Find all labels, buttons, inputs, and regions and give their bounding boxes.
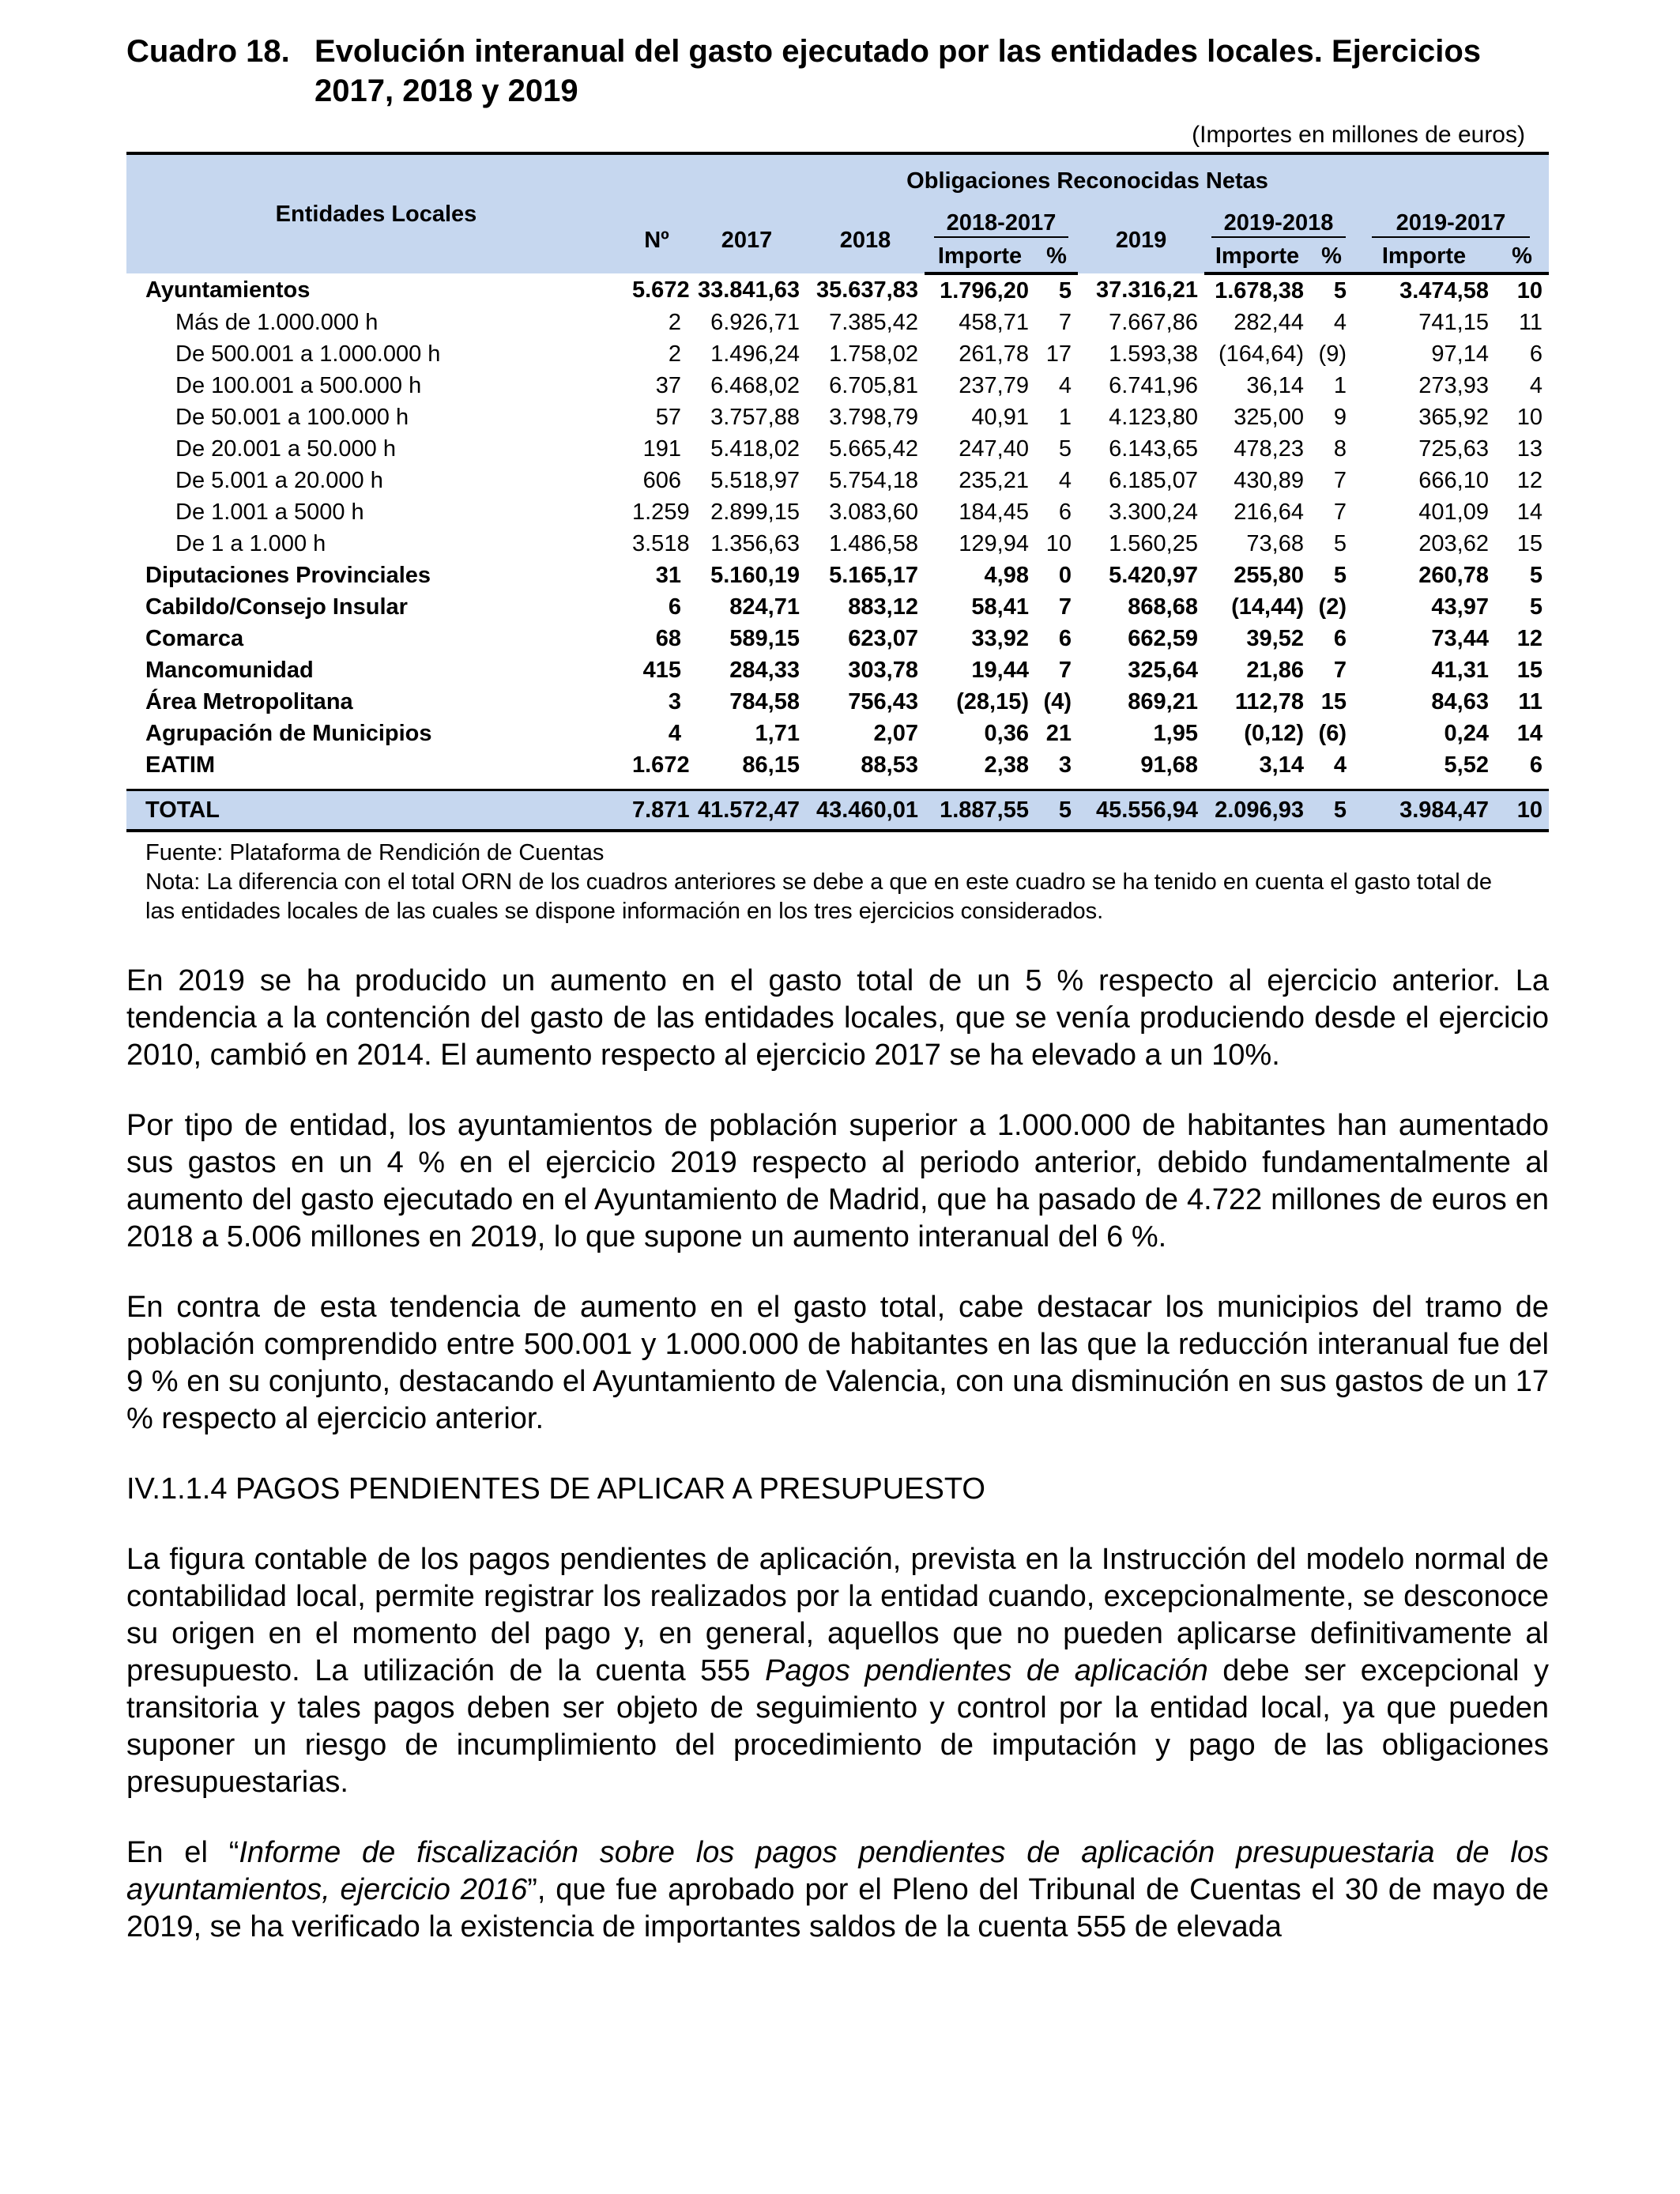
cell-i3: 365,92: [1418, 404, 1489, 430]
cell-b: 7.385,42: [829, 309, 918, 335]
cell-p1: 17: [1045, 341, 1072, 367]
cell-i1: 458,71: [959, 309, 1029, 335]
cell-n: 3: [668, 688, 681, 714]
cell-p3: 15: [1516, 657, 1543, 683]
cell-a: 284,33: [729, 657, 800, 683]
cell-i1: 2,38: [984, 752, 1029, 778]
cell-i1: 235,21: [959, 467, 1029, 493]
cell-i3: 43,97: [1431, 594, 1489, 620]
cell-i2: 282,44: [1234, 309, 1304, 335]
cell-p2: 15: [1320, 688, 1347, 714]
cell-i1: 0,36: [984, 720, 1029, 746]
cell-a: 1,71: [755, 720, 800, 746]
cell-a: 784,58: [729, 688, 800, 714]
cell-b: 303,78: [848, 657, 918, 683]
cell-i1: 1.796,20: [940, 277, 1029, 303]
cell-c: 325,64: [1128, 657, 1198, 683]
cell-b: 1.486,58: [829, 530, 918, 556]
cell-i2: 36,14: [1246, 372, 1304, 398]
cell-p3: 10: [1516, 404, 1543, 430]
cell-n: 4: [668, 720, 681, 746]
cell-n: 415: [642, 657, 681, 683]
cell-b: 35.637,83: [816, 277, 918, 303]
header-importe-3: Importe: [1353, 240, 1495, 273]
table-row: [126, 528, 1549, 560]
table-row: [126, 591, 1549, 623]
table-row: [126, 560, 1549, 591]
cell-i2: (0,12): [1244, 720, 1304, 746]
row-entity-name: Diputaciones Provinciales: [145, 562, 431, 588]
header-importe-2: Importe: [1204, 240, 1310, 273]
cell-c: 3.300,24: [1109, 499, 1198, 525]
cell-p3: 11: [1518, 309, 1543, 335]
cell-b: 623,07: [848, 625, 918, 651]
cell-p2: 4: [1333, 752, 1347, 778]
paragraph-5: En el “Informe de fiscalización sobre los pagos pendientes de aplicación presupuestaria de los ayuntamientos, ejercicio 2016”, que fue aprobado por el Pleno del Tribunal de Cuentas el 30 de mayo de 2019, se ha verificado la existencia de importantes saldos de la cuenta 555 de elevada: [126, 1836, 1550, 1943]
caption-number: Cuadro 18.: [126, 34, 290, 69]
row-entity-name: TOTAL: [126, 790, 626, 831]
source-note: Fuente: Plataforma de Rendición de Cuentas: [145, 840, 605, 865]
cell-i2: 430,89: [1234, 467, 1304, 493]
cell-i2: 325,00: [1234, 404, 1304, 430]
cell-p2: 5: [1333, 562, 1347, 588]
table-notes: [126, 839, 1549, 926]
cell-i2: 73,68: [1246, 530, 1304, 556]
cell-a: 6.926,71: [710, 309, 800, 335]
cell-p1: 5: [1058, 277, 1072, 303]
cell-i3: 3.474,58: [1399, 277, 1489, 303]
cell-n: 3.518: [632, 530, 690, 556]
cell-a: 1.356,63: [710, 530, 800, 556]
cell-p1: 7: [1058, 309, 1072, 335]
cell-p2: 5: [1333, 530, 1347, 556]
cell-p2: 9: [1333, 404, 1347, 430]
cell-i1: 247,40: [959, 435, 1029, 462]
cell-a: 1.496,24: [710, 341, 800, 367]
cell-b: 6.705,81: [829, 372, 918, 398]
cell-p3: 14: [1516, 499, 1543, 525]
cell-i3: 0,24: [1444, 720, 1489, 746]
row-entity-name: Cabildo/Consejo Insular: [145, 594, 408, 620]
cell-a: 6.468,02: [710, 372, 800, 398]
header-2018: 2018: [806, 207, 925, 273]
table-row: [126, 790, 1549, 831]
cell-p1: 3: [1058, 752, 1072, 778]
header-importe-1: Importe: [925, 240, 1035, 273]
cell-c: 1,95: [1153, 720, 1198, 746]
cell-b: 3.083,60: [829, 499, 918, 525]
cell-i2: (164,64): [1218, 341, 1304, 367]
cell-b: 1.758,02: [829, 341, 918, 367]
cell-p2: 1: [1333, 372, 1347, 398]
cell-n: 1.259: [632, 499, 690, 525]
cell-i2: 1.678,38: [1215, 277, 1304, 303]
cell-p1: 6: [1058, 499, 1072, 525]
header-orn: Obligaciones Reconocidas Netas: [626, 153, 1549, 207]
row-entity-name: Comarca: [145, 625, 244, 651]
cell-i3: 5,52: [1444, 752, 1489, 778]
row-entity-name: EATIM: [145, 752, 216, 778]
cell-a: 2.899,15: [710, 499, 800, 525]
cell-i1: (28,15): [956, 688, 1029, 714]
cell-a: 824,71: [729, 594, 800, 620]
cell-n: 1.672: [632, 752, 690, 778]
header-2019-2017: 2019-2017: [1372, 210, 1530, 238]
cell-b: 5.665,42: [829, 435, 918, 462]
cell-c: 5.420,97: [1109, 562, 1198, 588]
table-caption: [126, 32, 1549, 111]
cell-i1: 1.887,55: [925, 790, 1035, 831]
cell-i1: 237,79: [959, 372, 1029, 398]
cell-a: 3.757,88: [710, 404, 800, 430]
cell-p2: 7: [1333, 467, 1347, 493]
cell-p2: (6): [1318, 720, 1347, 746]
row-entity-name: De 5.001 a 20.000 h: [175, 467, 383, 493]
table-row: [126, 749, 1549, 781]
cell-p1: (4): [1043, 688, 1072, 714]
cell-p1: 5: [1035, 790, 1078, 831]
cell-i3: 3.984,47: [1353, 790, 1495, 831]
row-entity-name: De 1.001 a 5000 h: [175, 499, 364, 525]
table-row: [126, 401, 1549, 433]
paragraph-4: La figura contable de los pagos pendientes de aplicación, prevista en la Instrucción del modelo normal de contabilidad local, permite registrar los realizados por la entidad cuando, excepcionalmente, se desconoce su origen en el momento del pago y, en general, aquellos que no pueden aplicarse definitivamente al presupuesto. La utilización de la cuenta 555 Pagos pendientes de aplicación debe ser excepcional y transitoria y tales pagos deben ser objeto de seguimiento y control por la entidad local, ya que pueden suponer un riesgo de incumplimiento del procedimiento de imputación y pago de las obligaciones presupuestarias.: [126, 1543, 1550, 1799]
cell-i3: 741,15: [1418, 309, 1489, 335]
cell-c: 869,21: [1128, 688, 1198, 714]
cell-p1: 21: [1045, 720, 1072, 746]
cell-b: 88,53: [861, 752, 918, 778]
row-entity-name: Área Metropolitana: [145, 688, 353, 714]
cell-i2: 216,64: [1234, 499, 1304, 525]
header-2018-2017: 2018-2017: [934, 210, 1068, 238]
cell-n: 5.672: [632, 277, 690, 303]
row-entity-name: De 1 a 1.000 h: [175, 530, 326, 556]
cell-c: 868,68: [1128, 594, 1198, 620]
table-row: [126, 623, 1549, 654]
cell-i2: 21,86: [1246, 657, 1304, 683]
cell-c: 1.560,25: [1109, 530, 1198, 556]
cell-p1: 0: [1058, 562, 1072, 588]
footnote: Nota: La diferencia con el total ORN de los cuadros anteriores se debe a que en este cuadro se ha tenido en cuenta el gasto total de las entidades locales de las cuales se dispone información en los tres ejercicios considerados.: [145, 869, 1493, 924]
row-entity-name: De 50.001 a 100.000 h: [175, 404, 409, 430]
cell-p2: 4: [1333, 309, 1347, 335]
table-row: [126, 654, 1549, 686]
cell-i1: 4,98: [984, 562, 1029, 588]
table-row: [126, 718, 1549, 749]
row-entity-name: De 100.001 a 500.000 h: [175, 372, 422, 398]
cell-i3: 260,78: [1418, 562, 1489, 588]
cell-c: 6.741,96: [1109, 372, 1198, 398]
header-pct-1: %: [1035, 240, 1078, 273]
row-entity-name: De 20.001 a 50.000 h: [175, 435, 396, 462]
paragraph-1: En 2019 se ha producido un aumento en el gasto total de un 5 % respecto al ejercicio anterior. La tendencia a la contención del gasto de las entidades locales, que se venía produciendo desde el ejercicio 2010, cambió en 2014. El aumento respecto al ejercicio 2017 se ha elevado a un 10%.: [126, 964, 1549, 1072]
cell-b: 756,43: [848, 688, 918, 714]
paragraph-2: Por tipo de entidad, los ayuntamientos de población superior a 1.000.000 de habitantes han aumentado sus gastos en un 4 % en el ejercicio 2019 respecto al periodo anterior, debido fundamentalmente al aumento del gasto ejecutado en el Ayuntamiento de Madrid, que ha pasado de 4.722 millones de euros en 2018 a 5.006 millones en 2019, lo que supone un aumento interanual del 6 %.: [126, 1109, 1549, 1253]
cell-p2: 7: [1333, 499, 1347, 525]
cell-n: 606: [642, 467, 681, 493]
cell-b: 883,12: [848, 594, 918, 620]
cell-i3: 84,63: [1431, 688, 1489, 714]
cell-p3: 10: [1516, 277, 1543, 303]
cell-p3: 6: [1529, 752, 1543, 778]
cell-p3: 5: [1529, 562, 1543, 588]
cell-c: 91,68: [1140, 752, 1198, 778]
cell-p2: (2): [1318, 594, 1347, 620]
cell-p2: (9): [1318, 341, 1347, 367]
row-spacer: [126, 781, 1549, 790]
cell-i1: 40,91: [971, 404, 1029, 430]
row-entity-name: Mancomunidad: [145, 657, 314, 683]
cell-c: 662,59: [1128, 625, 1198, 651]
cell-i2: 112,78: [1234, 688, 1304, 714]
cell-p1: 4: [1058, 467, 1072, 493]
section-heading: IV.1.1.4 PAGOS PENDIENTES DE APLICAR A PRESUPUESTO: [126, 1472, 985, 1506]
cell-b: 5.165,17: [829, 562, 918, 588]
cell-b: 2,07: [873, 720, 918, 746]
table-row: [126, 465, 1549, 496]
cell-i3: 203,62: [1418, 530, 1489, 556]
cell-a: 41.572,47: [687, 790, 806, 831]
cell-i2: 478,23: [1234, 435, 1304, 462]
table-row: [126, 433, 1549, 465]
cell-p3: 12: [1516, 625, 1543, 651]
cell-i2: 3,14: [1259, 752, 1304, 778]
cell-n: 7.871: [626, 790, 687, 831]
table-body: [126, 273, 1549, 831]
cell-i1: 261,78: [959, 341, 1029, 367]
header-entities: Entidades Locales: [126, 153, 626, 273]
cell-i1: 33,92: [971, 625, 1029, 651]
row-entity-name: Ayuntamientos: [145, 277, 311, 303]
cell-a: 33.841,63: [697, 277, 800, 303]
header-2019-2018: 2019-2018: [1211, 210, 1346, 238]
cell-p3: 15: [1516, 530, 1543, 556]
cell-b: 5.754,18: [829, 467, 918, 493]
cell-p3: 11: [1518, 688, 1543, 714]
cell-p1: 7: [1058, 594, 1072, 620]
cell-n: 6: [668, 594, 681, 620]
row-entity-name: De 500.001 a 1.000.000 h: [175, 341, 441, 367]
table-row: [126, 338, 1549, 370]
cell-i3: 401,09: [1418, 499, 1489, 525]
cell-c: 6.143,65: [1109, 435, 1198, 462]
cell-i1: 184,45: [959, 499, 1029, 525]
cell-a: 86,15: [742, 752, 800, 778]
table-row: [126, 496, 1549, 528]
cell-i2: 255,80: [1234, 562, 1304, 588]
cell-b: 3.798,79: [829, 404, 918, 430]
cell-n: 31: [655, 562, 681, 588]
cell-p1: 7: [1058, 657, 1072, 683]
cell-p2: 6: [1333, 625, 1347, 651]
cell-p3: 12: [1516, 467, 1543, 493]
cell-i1: 129,94: [959, 530, 1029, 556]
cell-p3: 13: [1516, 435, 1543, 462]
cell-p2: 5: [1310, 790, 1353, 831]
cell-p1: 1: [1058, 404, 1072, 430]
cell-i1: 58,41: [971, 594, 1029, 620]
cell-n: 191: [642, 435, 681, 462]
cell-n: 2: [668, 309, 681, 335]
cell-p3: 4: [1529, 372, 1543, 398]
cell-p2: 8: [1333, 435, 1347, 462]
units-note: (Importes en millones de euros): [1192, 122, 1525, 148]
header-2019: 2019: [1078, 207, 1204, 273]
header-pct-3: %: [1495, 240, 1549, 273]
cell-n: 2: [668, 341, 681, 367]
row-entity-name: Más de 1.000.000 h: [175, 309, 379, 335]
cell-i3: 97,14: [1431, 341, 1489, 367]
cell-p2: 5: [1333, 277, 1347, 303]
cell-a: 589,15: [729, 625, 800, 651]
expenditure-table: [126, 152, 1549, 832]
cell-n: 68: [655, 625, 681, 651]
cell-c: 37.316,21: [1095, 277, 1198, 303]
cell-p3: 14: [1516, 720, 1543, 746]
cell-i3: 73,44: [1431, 625, 1489, 651]
cell-i2: 2.096,93: [1204, 790, 1310, 831]
cell-c: 45.556,94: [1078, 790, 1204, 831]
cell-i2: (14,44): [1231, 594, 1304, 620]
table-row: [126, 370, 1549, 401]
cell-p1: 6: [1058, 625, 1072, 651]
cell-i3: 725,63: [1418, 435, 1489, 462]
cell-c: 6.185,07: [1109, 467, 1198, 493]
cell-c: 4.123,80: [1109, 404, 1198, 430]
table-row: [126, 273, 1549, 307]
paragraph-3: En contra de esta tendencia de aumento en el gasto total, cabe destacar los municipios del tramo de población comprendido entre 500.001 y 1.000.000 de habitantes en las que la reducción interanual fue del 9 % en su conjunto, destacando el Ayuntamiento de Valencia, con una disminución en sus gastos de un 17 % respecto al ejercicio anterior.: [126, 1291, 1549, 1435]
cell-i3: 41,31: [1431, 657, 1489, 683]
cell-c: 7.667,86: [1109, 309, 1198, 335]
cell-i3: 273,93: [1418, 372, 1489, 398]
cell-i2: 39,52: [1246, 625, 1304, 651]
cell-i1: 19,44: [971, 657, 1029, 683]
cell-p1: 5: [1058, 435, 1072, 462]
cell-p1: 10: [1045, 530, 1072, 556]
cell-b: 43.460,01: [806, 790, 925, 831]
cell-c: 1.593,38: [1109, 341, 1198, 367]
header-count: Nº: [626, 207, 687, 273]
cell-n: 37: [655, 372, 681, 398]
cell-i3: 666,10: [1418, 467, 1489, 493]
document-page: [126, 32, 1549, 1976]
cell-p1: 4: [1058, 372, 1072, 398]
cell-a: 5.160,19: [710, 562, 800, 588]
row-entity-name: Agrupación de Municipios: [145, 720, 432, 746]
table-row: [126, 686, 1549, 718]
caption-title: Evolución interanual del gasto ejecutado por las entidades locales. Ejercicios 2017, 2018 y 2019: [315, 34, 1482, 108]
cell-p3: 10: [1495, 790, 1549, 831]
header-pct-2: %: [1310, 240, 1353, 273]
cell-a: 5.418,02: [710, 435, 800, 462]
table-row: [126, 307, 1549, 338]
cell-p3: 6: [1529, 341, 1543, 367]
header-2017: 2017: [687, 207, 806, 273]
cell-a: 5.518,97: [710, 467, 800, 493]
cell-p2: 7: [1333, 657, 1347, 683]
cell-n: 57: [655, 404, 681, 430]
cell-p3: 5: [1529, 594, 1543, 620]
